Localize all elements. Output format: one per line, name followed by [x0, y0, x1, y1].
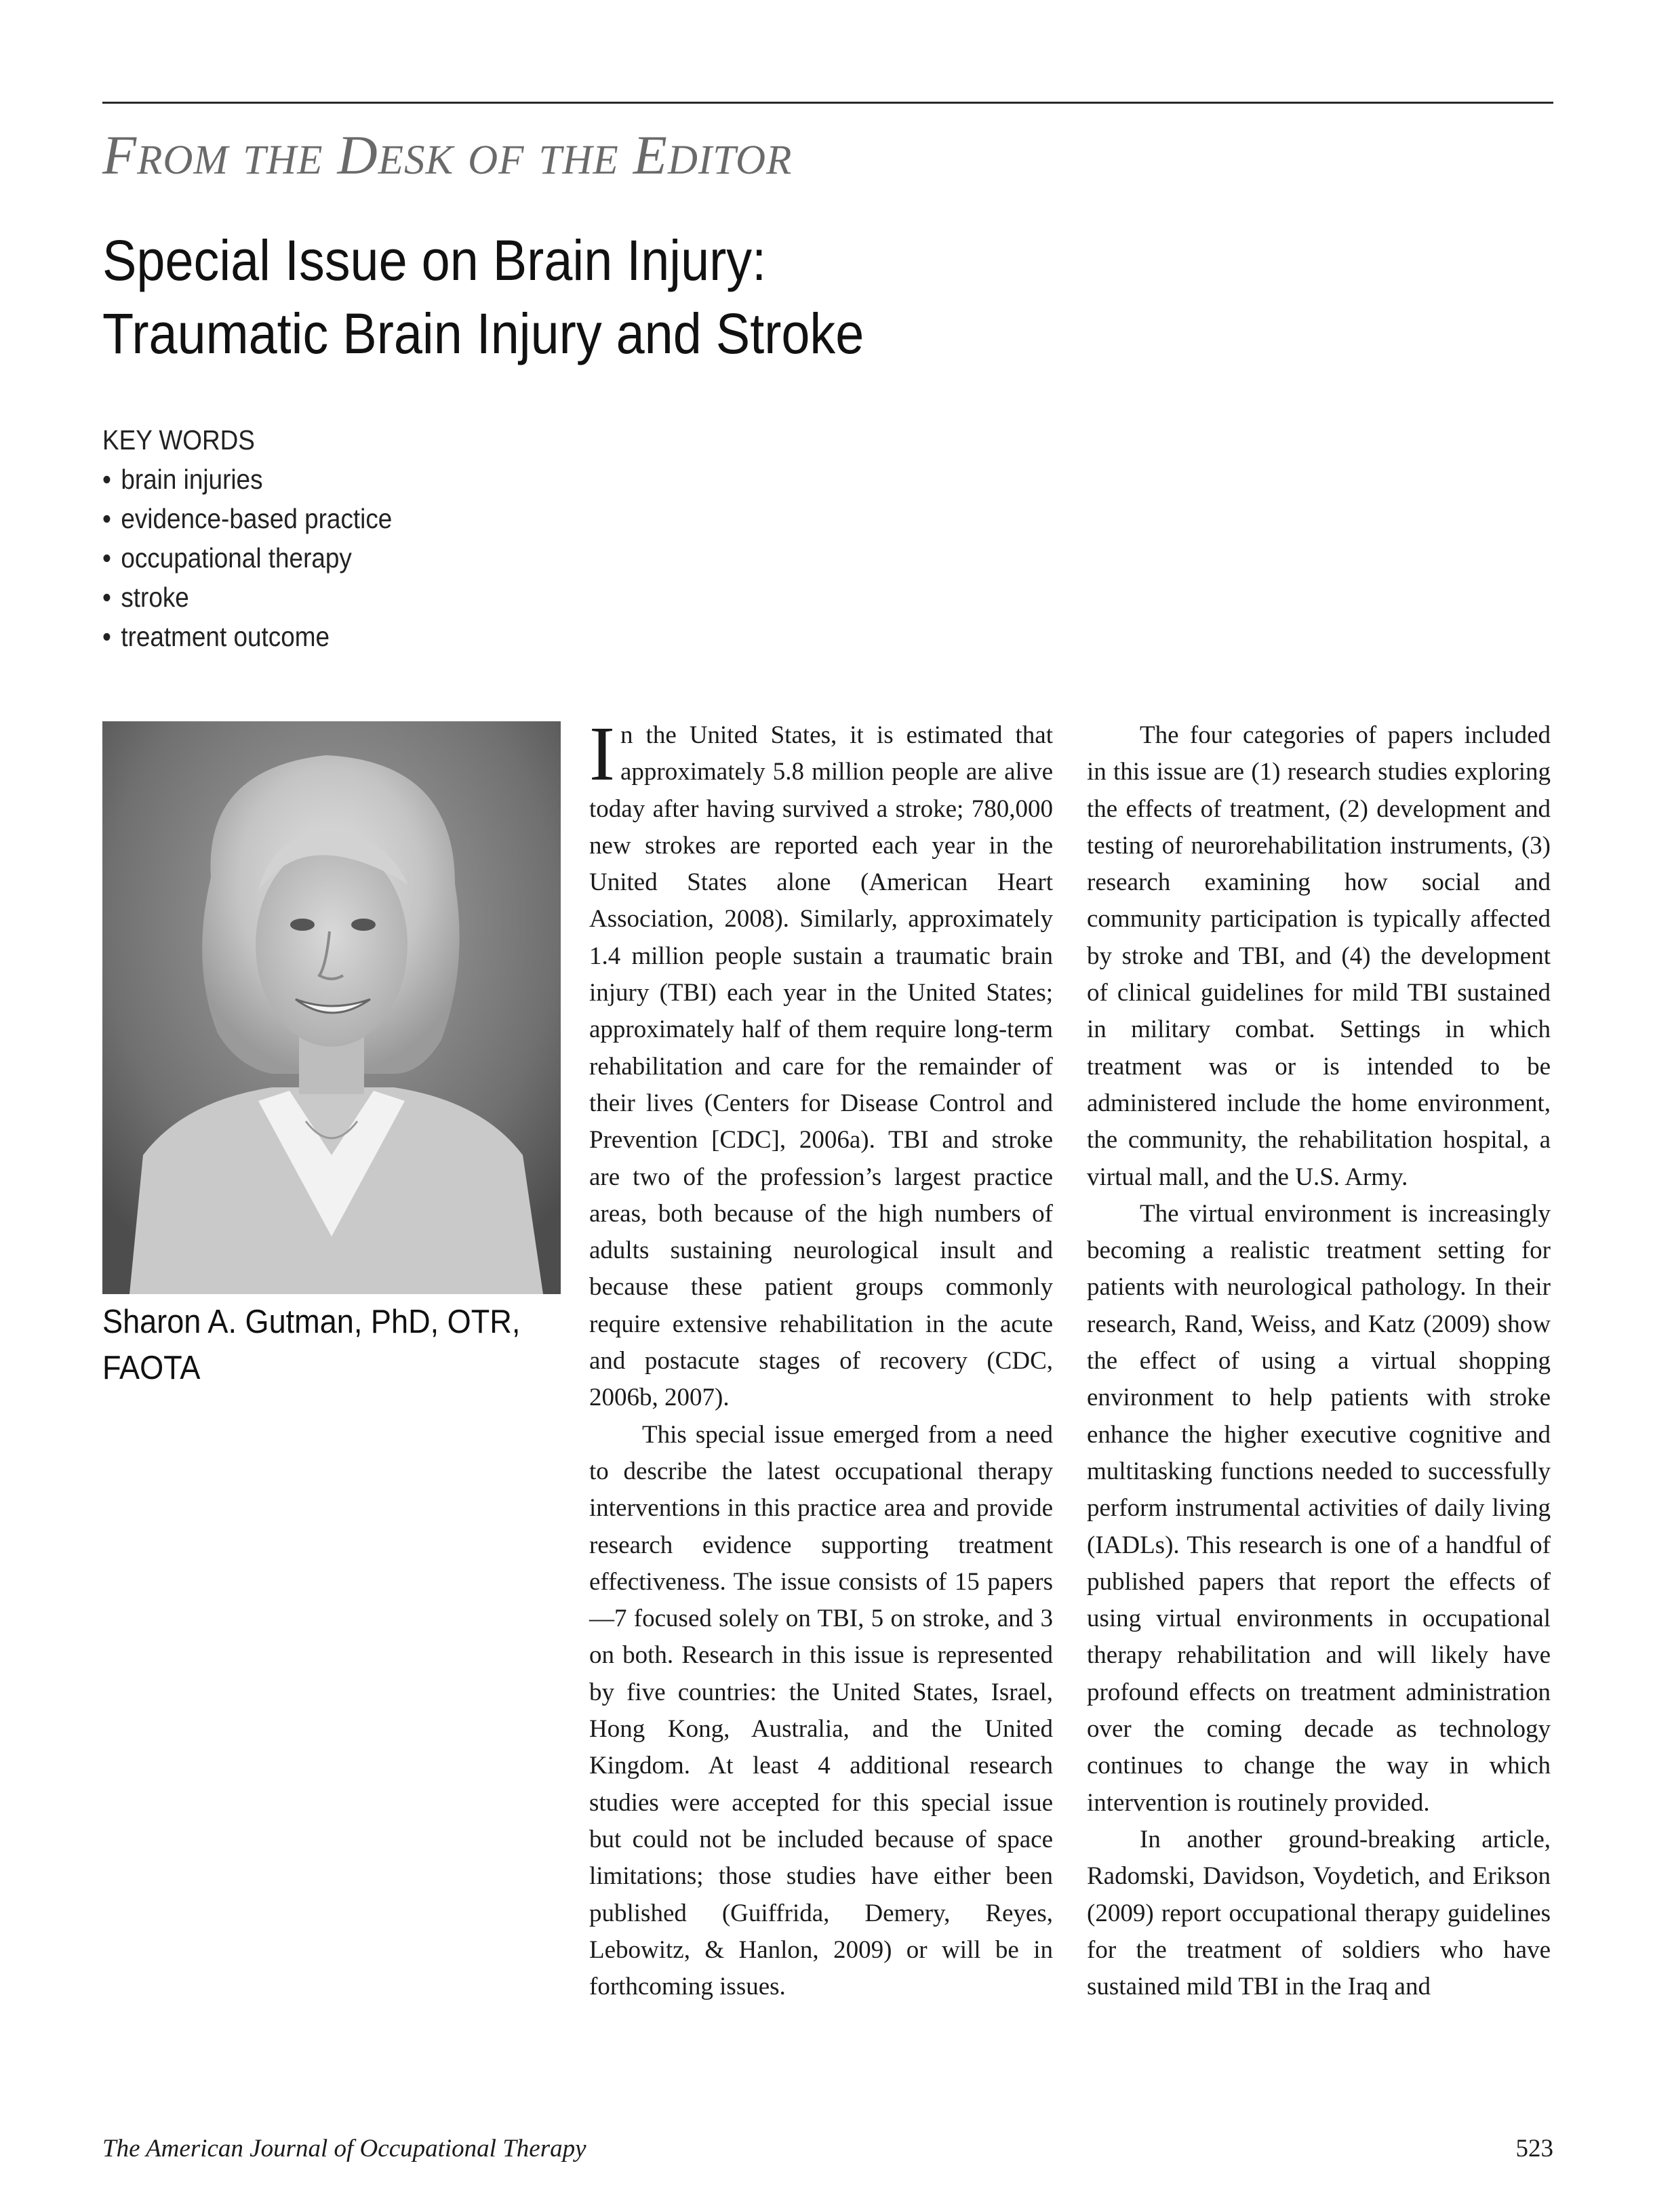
journal-name: The American Journal of Occupational Therapy [102, 2135, 586, 2163]
keywords-heading: KEY WORDS [102, 424, 255, 456]
author-portrait-illustration [102, 721, 561, 1294]
paragraph: The four categories of papers included in this issue are (1) research studies exploring the effects of treatment, (2) development and testing of neurorehabilitation instruments, (3) research examining how social and community participation is typically affected by stroke and TBI, and (4) the development of clinical guidelines for mild TBI sustained in military combat. Settings in which treatment was or is intended to be administered include the home environment, the community, the rehabilitation hospital, a virtual mall, and the U.S. Army. [1087, 721, 1551, 1191]
author-photo [102, 721, 561, 1294]
keyword-item: • occupational therapy [102, 538, 392, 578]
text-column-2 [1087, 717, 1551, 2005]
keywords-box [102, 420, 392, 656]
author-caption: Sharon A. Gutman, PhD, OTR, FAOTA [102, 1304, 521, 1386]
article-title [102, 224, 1262, 370]
paragraph: The virtual environment is increasingly becoming a realistic treatment setting for patients with neurological pathology. In their research, Rand, Weiss, and Katz (2009) show the effect of using a virtual shopping environment to help patients with stroke enhance the higher executive cognitive and multitasking functions needed to successfully perform instrumental activities of daily living (IADLs). This research is one of a handful of published papers that report the effects of using virtual environments in occupational therapy rehabilitation and will likely have profound effects on treatment administration over the coming decade as technology continues to change the way in which intervention is routinely provided. [1087, 1199, 1551, 1817]
page-number: 523 [1515, 2135, 1553, 2163]
keyword-item: • brain injuries [102, 460, 392, 499]
title-line-2: Traumatic Brain Injury and Stroke [102, 302, 864, 365]
keywords-list [102, 460, 392, 656]
title-line-1: Special Issue on Brain Injury: [102, 228, 767, 292]
section-label: FROM THE DESK OF THE EDITOR [102, 124, 793, 186]
paragraph: In the United States, it is estimated that approximately 5.8 million people are alive today after having survived a stroke; 780,000 new strokes are reported each year in the United States alone (American Heart Association, 2008). Similarly, approximately 1.4 million people sustain a traumatic brain injury (TBI) each year in the United States; approximately half of them require long-term rehabilitation and care for the remainder of their lives (Centers for Disease Control and Prevention [CDC], 2006a). TBI and stroke are two of the profession’s largest practice areas, both because of the high numbers of adults sustaining neurological insult and because these patient groups commonly require extensive rehabilitation in the acute and postacute stages of recovery (CDC, 2006b, 2007). [589, 710, 1053, 1412]
keyword-item: • evidence-based practice [102, 499, 392, 538]
keyword-item: • treatment outcome [102, 617, 392, 656]
header-rule [102, 102, 1553, 104]
paragraph: In another ground-breaking article, Radomski, Davidson, Voydetich, and Erikson (2009) report occupational therapy guidelines for the treatment of soldiers who have sustained mild TBI in the Iraq and [1087, 1825, 1551, 2001]
drop-cap: I [589, 710, 615, 797]
text-column-1 [589, 710, 1053, 2005]
keyword-item: • stroke [102, 578, 392, 617]
paragraph: This special issue emerged from a need to describe the latest occupational therapy interventions in this practice area and provide research evidence supporting treatment effectiveness. The issue consists of 15 papers—7 focused solely on TBI, 5 on stroke, and 3 on both. Research in this issue is represented by five countries: the United States, Israel, Hong Kong, Australia, and the United Kingdom. At least 4 additional research studies were accepted for this special issue but could not be included because of space limitations; those studies have either been published (Guiffrida, Demery, Reyes, Lebowitz, & Hanlon, 2009) or will be in forthcoming issues. [589, 1420, 1053, 2001]
